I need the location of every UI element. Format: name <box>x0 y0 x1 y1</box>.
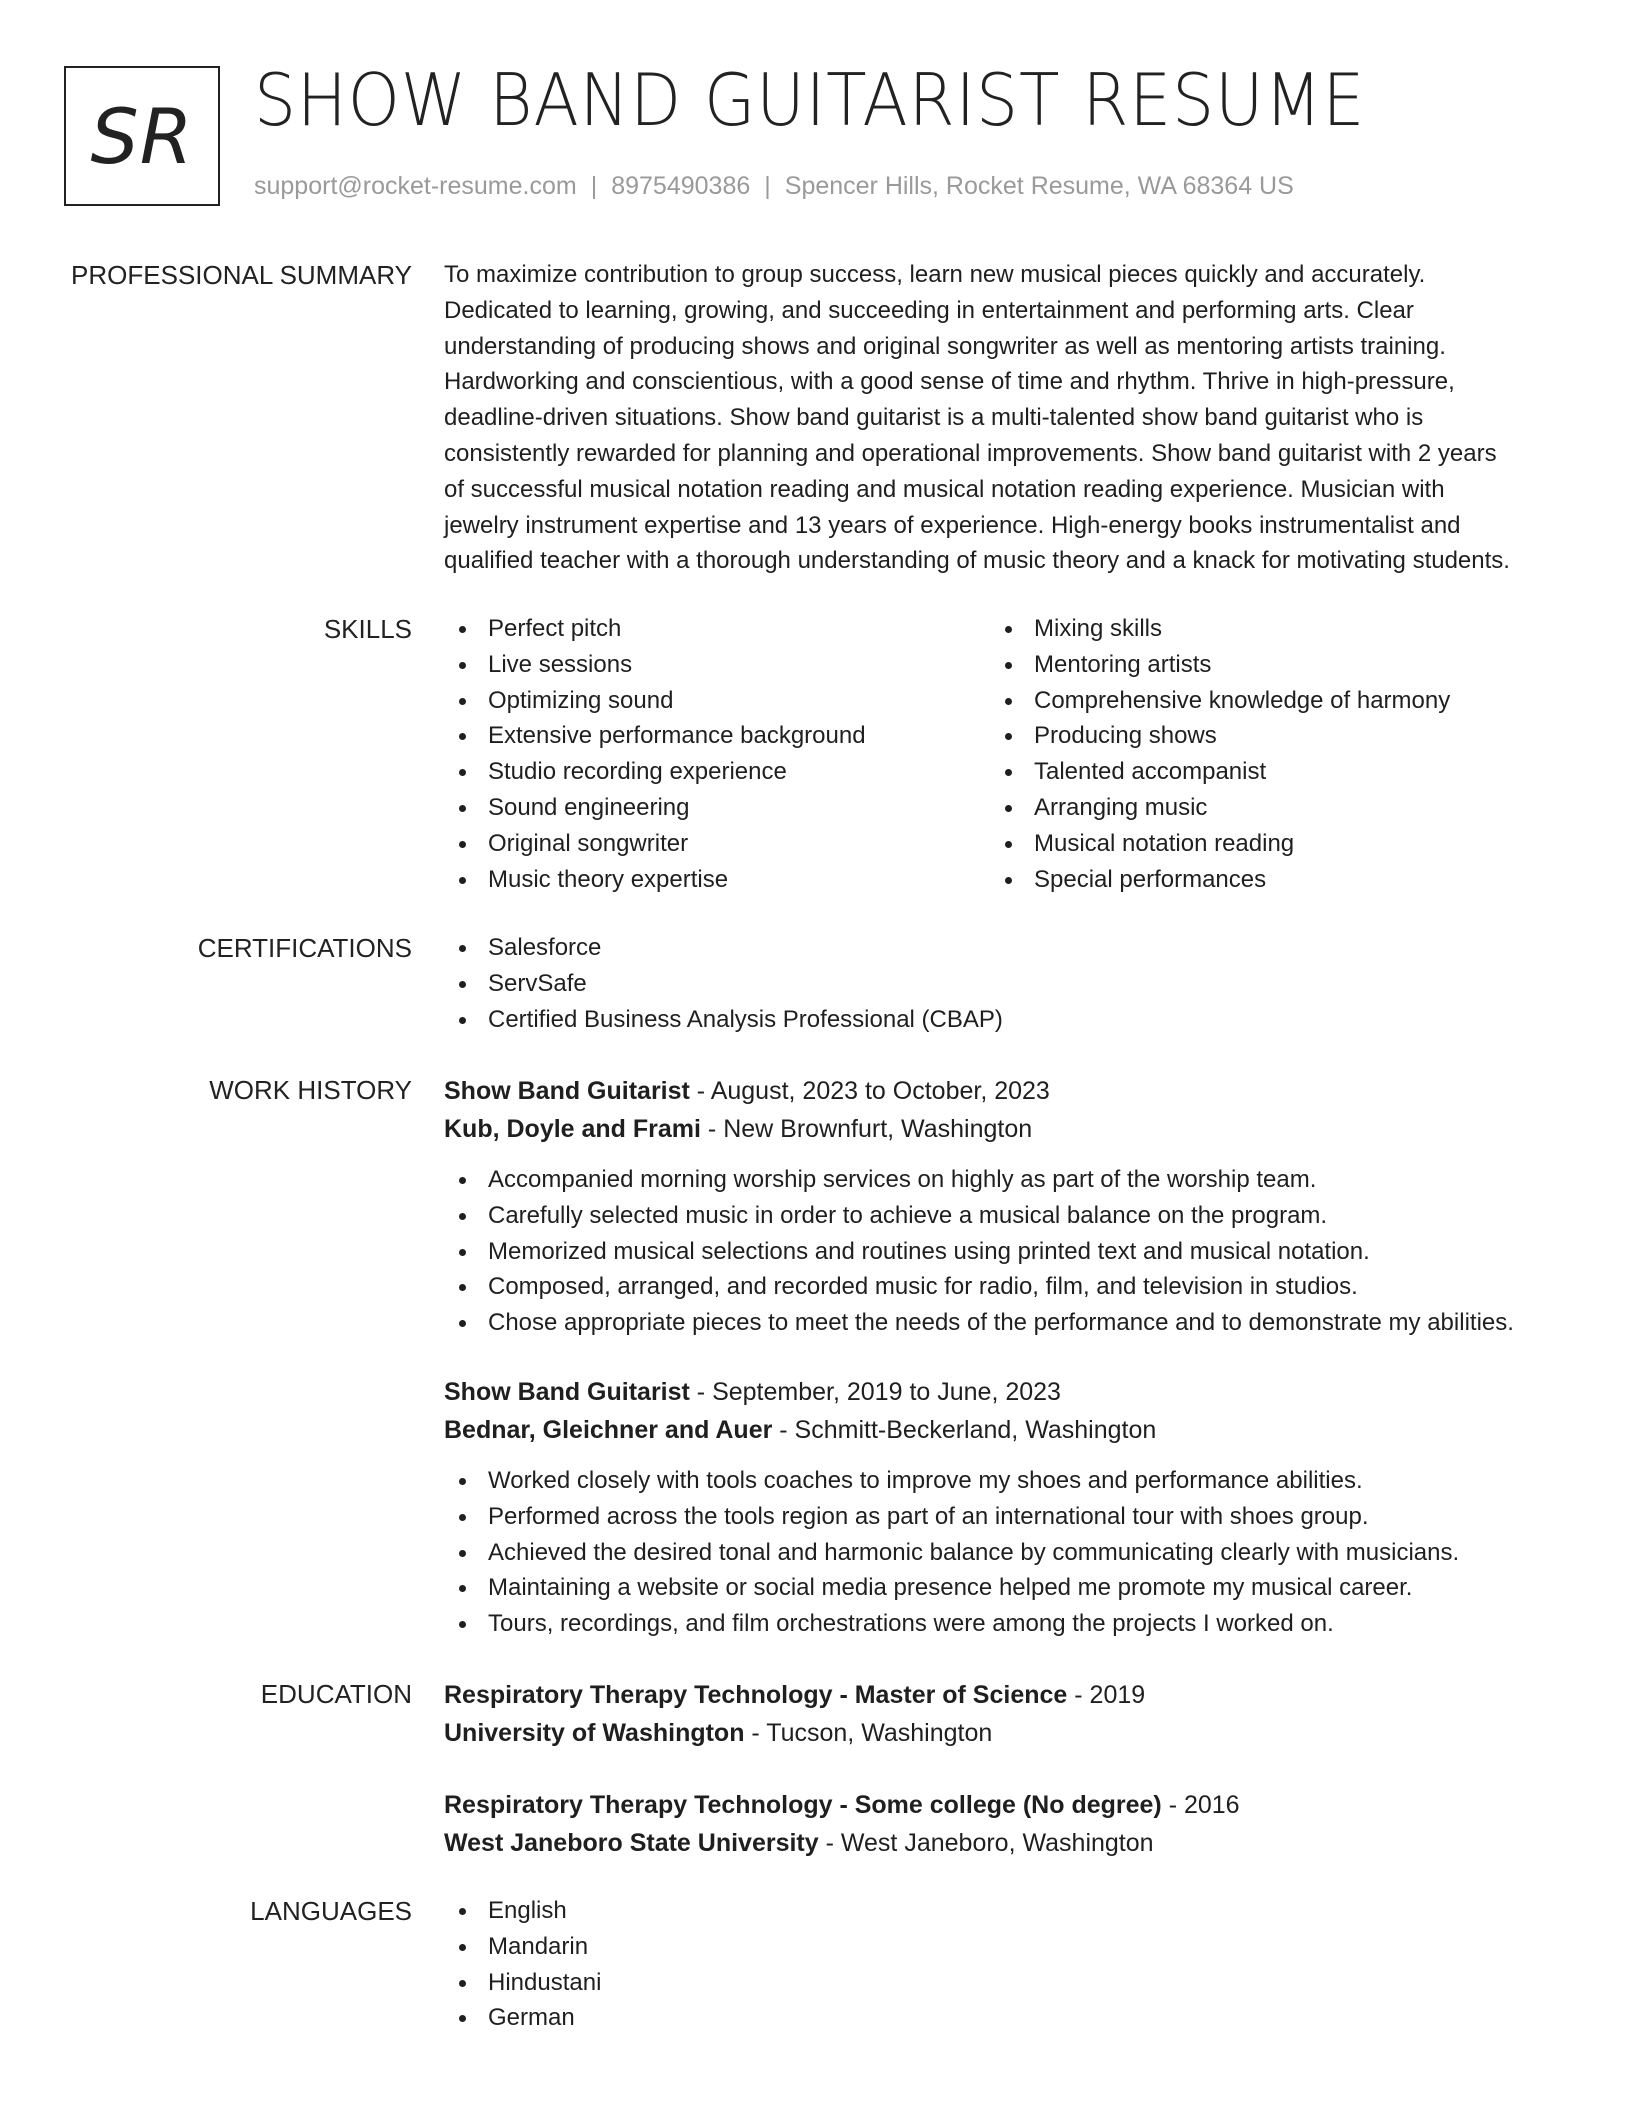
education-body <box>444 1676 1564 1862</box>
job-duty: Carefully selected music in order to achieve a musical balance on the program. <box>444 1198 1564 1234</box>
skill-item: Mentoring artists <box>990 647 1536 683</box>
skills-list-right <box>990 611 1536 897</box>
job-duties-list <box>444 1162 1564 1341</box>
certification-item: Salesforce <box>444 930 1564 966</box>
section-title-education: EDUCATION <box>260 1679 412 1709</box>
summary-line: Dedicated to learning, growing, and succeeding in entertainment and performing arts. Clear <box>444 296 1414 324</box>
job-entry <box>444 1373 1564 1642</box>
section-title-summary: PROFESSIONAL SUMMARY <box>71 260 412 290</box>
contact-address: Spencer Hills, Rocket Resume, WA 68364 US <box>784 172 1294 200</box>
education-year: - 2016 <box>1161 1791 1240 1819</box>
skill-item: Producing shows <box>990 718 1536 754</box>
section-title-work-history: WORK HISTORY <box>209 1075 412 1105</box>
summary-line: jewelry instrument expertise and 13 years of experience. High-energy books instrumentalist and <box>444 511 1461 539</box>
summary-line: qualified teacher with a thorough understanding of music theory and a knack for motivating students. <box>444 547 1510 575</box>
job-duty: Worked closely with tools coaches to improve my shoes and performance abilities. <box>444 1463 1564 1499</box>
language-item: German <box>444 2000 1564 2036</box>
education-school: University of Washington <box>444 1719 745 1747</box>
language-item: Hindustani <box>444 1965 1564 2001</box>
skill-item: Sound engineering <box>444 790 990 826</box>
certifications-list <box>444 930 1564 1037</box>
skill-item: Musical notation reading <box>990 826 1536 862</box>
education-school: West Janeboro State University <box>444 1829 819 1857</box>
contact-email[interactable]: support@rocket-resume.com <box>254 172 577 200</box>
job-duty: Accompanied morning worship services on highly as part of the worship team. <box>444 1162 1564 1198</box>
skill-item: Comprehensive knowledge of harmony <box>990 683 1536 719</box>
summary-line: Hardworking and conscientious, with a good sense of time and rhythm. Thrive in high-pressure, <box>444 368 1455 396</box>
education-degree: Respiratory Therapy Technology - Some college (No degree) <box>444 1791 1162 1819</box>
job-role: Show Band Guitarist <box>444 1377 690 1406</box>
skill-item: Music theory expertise <box>444 862 990 898</box>
certifications-body <box>444 930 1564 1037</box>
summary-line: understanding of producing shows and original songwriter as well as mentoring artists training. <box>444 332 1446 360</box>
skill-item: Mixing skills <box>990 611 1536 647</box>
certification-item: Certified Business Analysis Professional (CBAP) <box>444 1002 1564 1038</box>
languages-body <box>444 1893 1564 2036</box>
education-location: - West Janeboro, Washington <box>818 1829 1154 1857</box>
education-school-line <box>444 1714 1564 1752</box>
skill-item: Live sessions <box>444 647 990 683</box>
monogram-badge <box>64 66 220 206</box>
job-role: Show Band Guitarist <box>444 1077 690 1105</box>
education-degree-line <box>444 1676 1564 1714</box>
education-degree-line <box>444 1786 1564 1824</box>
skill-item: Studio recording experience <box>444 754 990 790</box>
languages-list <box>444 1893 1564 2036</box>
section-title-languages: LANGUAGES <box>250 1896 412 1926</box>
contact-phone[interactable]: 8975490386 <box>611 172 751 200</box>
job-entry <box>444 1072 1564 1341</box>
education-school-line <box>444 1824 1564 1862</box>
language-item: English <box>444 1893 1564 1929</box>
monogram-initials: SR <box>90 91 194 181</box>
job-company: Kub, Doyle and Frami <box>444 1115 701 1143</box>
job-duty: Achieved the desired tonal and harmonic balance by communicating clearly with musicians. <box>444 1535 1564 1571</box>
job-duty: Maintaining a website or social media presence helped me promote my musical career. <box>444 1570 1564 1606</box>
job-location: - New Brownfurt, Washington <box>700 1115 1033 1143</box>
contact-separator: | <box>590 172 598 200</box>
skill-item: Perfect pitch <box>444 611 990 647</box>
summary-text <box>444 257 1564 579</box>
education-degree: Respiratory Therapy Technology - Master of Science <box>444 1681 1068 1709</box>
job-duty: Performed across the tools region as part of an international tour with shoes group. <box>444 1499 1564 1535</box>
job-location: - Schmitt-Beckerland, Washington <box>772 1415 1157 1444</box>
summary-line: To maximize contribution to group success, learn new musical pieces quickly and accurately. <box>444 261 1426 288</box>
skill-item: Arranging music <box>990 790 1536 826</box>
work-history-body <box>444 1072 1564 1642</box>
skills-columns <box>444 611 1564 897</box>
summary-line: of successful musical notation reading and musical notation reading experience. Musician with <box>444 475 1445 503</box>
language-item: Mandarin <box>444 1929 1564 1965</box>
contact-line <box>254 172 1294 201</box>
contact-separator: | <box>764 172 771 200</box>
summary-line: deadline-driven situations. Show band guitarist is a multi-talented show band guitarist who is <box>444 404 1424 432</box>
job-duty: Chose appropriate pieces to meet the needs of the performance and to demonstrate my abilities. <box>444 1305 1564 1341</box>
job-title-line <box>444 1373 1564 1411</box>
skill-item: Optimizing sound <box>444 683 990 719</box>
job-company: Bednar, Gleichner and Auer <box>444 1415 773 1444</box>
resume-title: SHOW BAND GUITARIST RESUME <box>254 58 1366 142</box>
job-dates: - September, 2019 to June, 2023 <box>689 1377 1061 1406</box>
job-dates: - August, 2023 to October, 2023 <box>689 1077 1050 1105</box>
job-company-line <box>444 1110 1564 1148</box>
skill-item: Original songwriter <box>444 826 990 862</box>
skill-item: Special performances <box>990 862 1536 898</box>
job-duty: Memorized musical selections and routines using printed text and musical notation. <box>444 1234 1564 1270</box>
certification-item: ServSafe <box>444 966 1564 1002</box>
job-duty: Tours, recordings, and film orchestrations were among the projects I worked on. <box>444 1606 1564 1642</box>
section-title-certifications: CERTIFICATIONS <box>197 933 412 963</box>
job-duties-list <box>444 1463 1564 1642</box>
job-duty: Composed, arranged, and recorded music for radio, film, and television in studios. <box>444 1269 1564 1305</box>
education-entry <box>444 1786 1564 1862</box>
skill-item: Extensive performance background <box>444 718 990 754</box>
education-entry <box>444 1676 1564 1752</box>
job-company-line <box>444 1411 1564 1449</box>
skill-item: Talented accompanist <box>990 754 1536 790</box>
job-title-line <box>444 1072 1564 1110</box>
summary-line: consistently rewarded for planning and operational improvements. Show band guitarist with 2 years <box>444 439 1497 467</box>
section-title-skills: SKILLS <box>323 614 412 644</box>
education-year: - 2019 <box>1067 1681 1146 1709</box>
skills-list-left <box>444 611 990 897</box>
education-location: - Tucson, Washington <box>744 1719 993 1747</box>
